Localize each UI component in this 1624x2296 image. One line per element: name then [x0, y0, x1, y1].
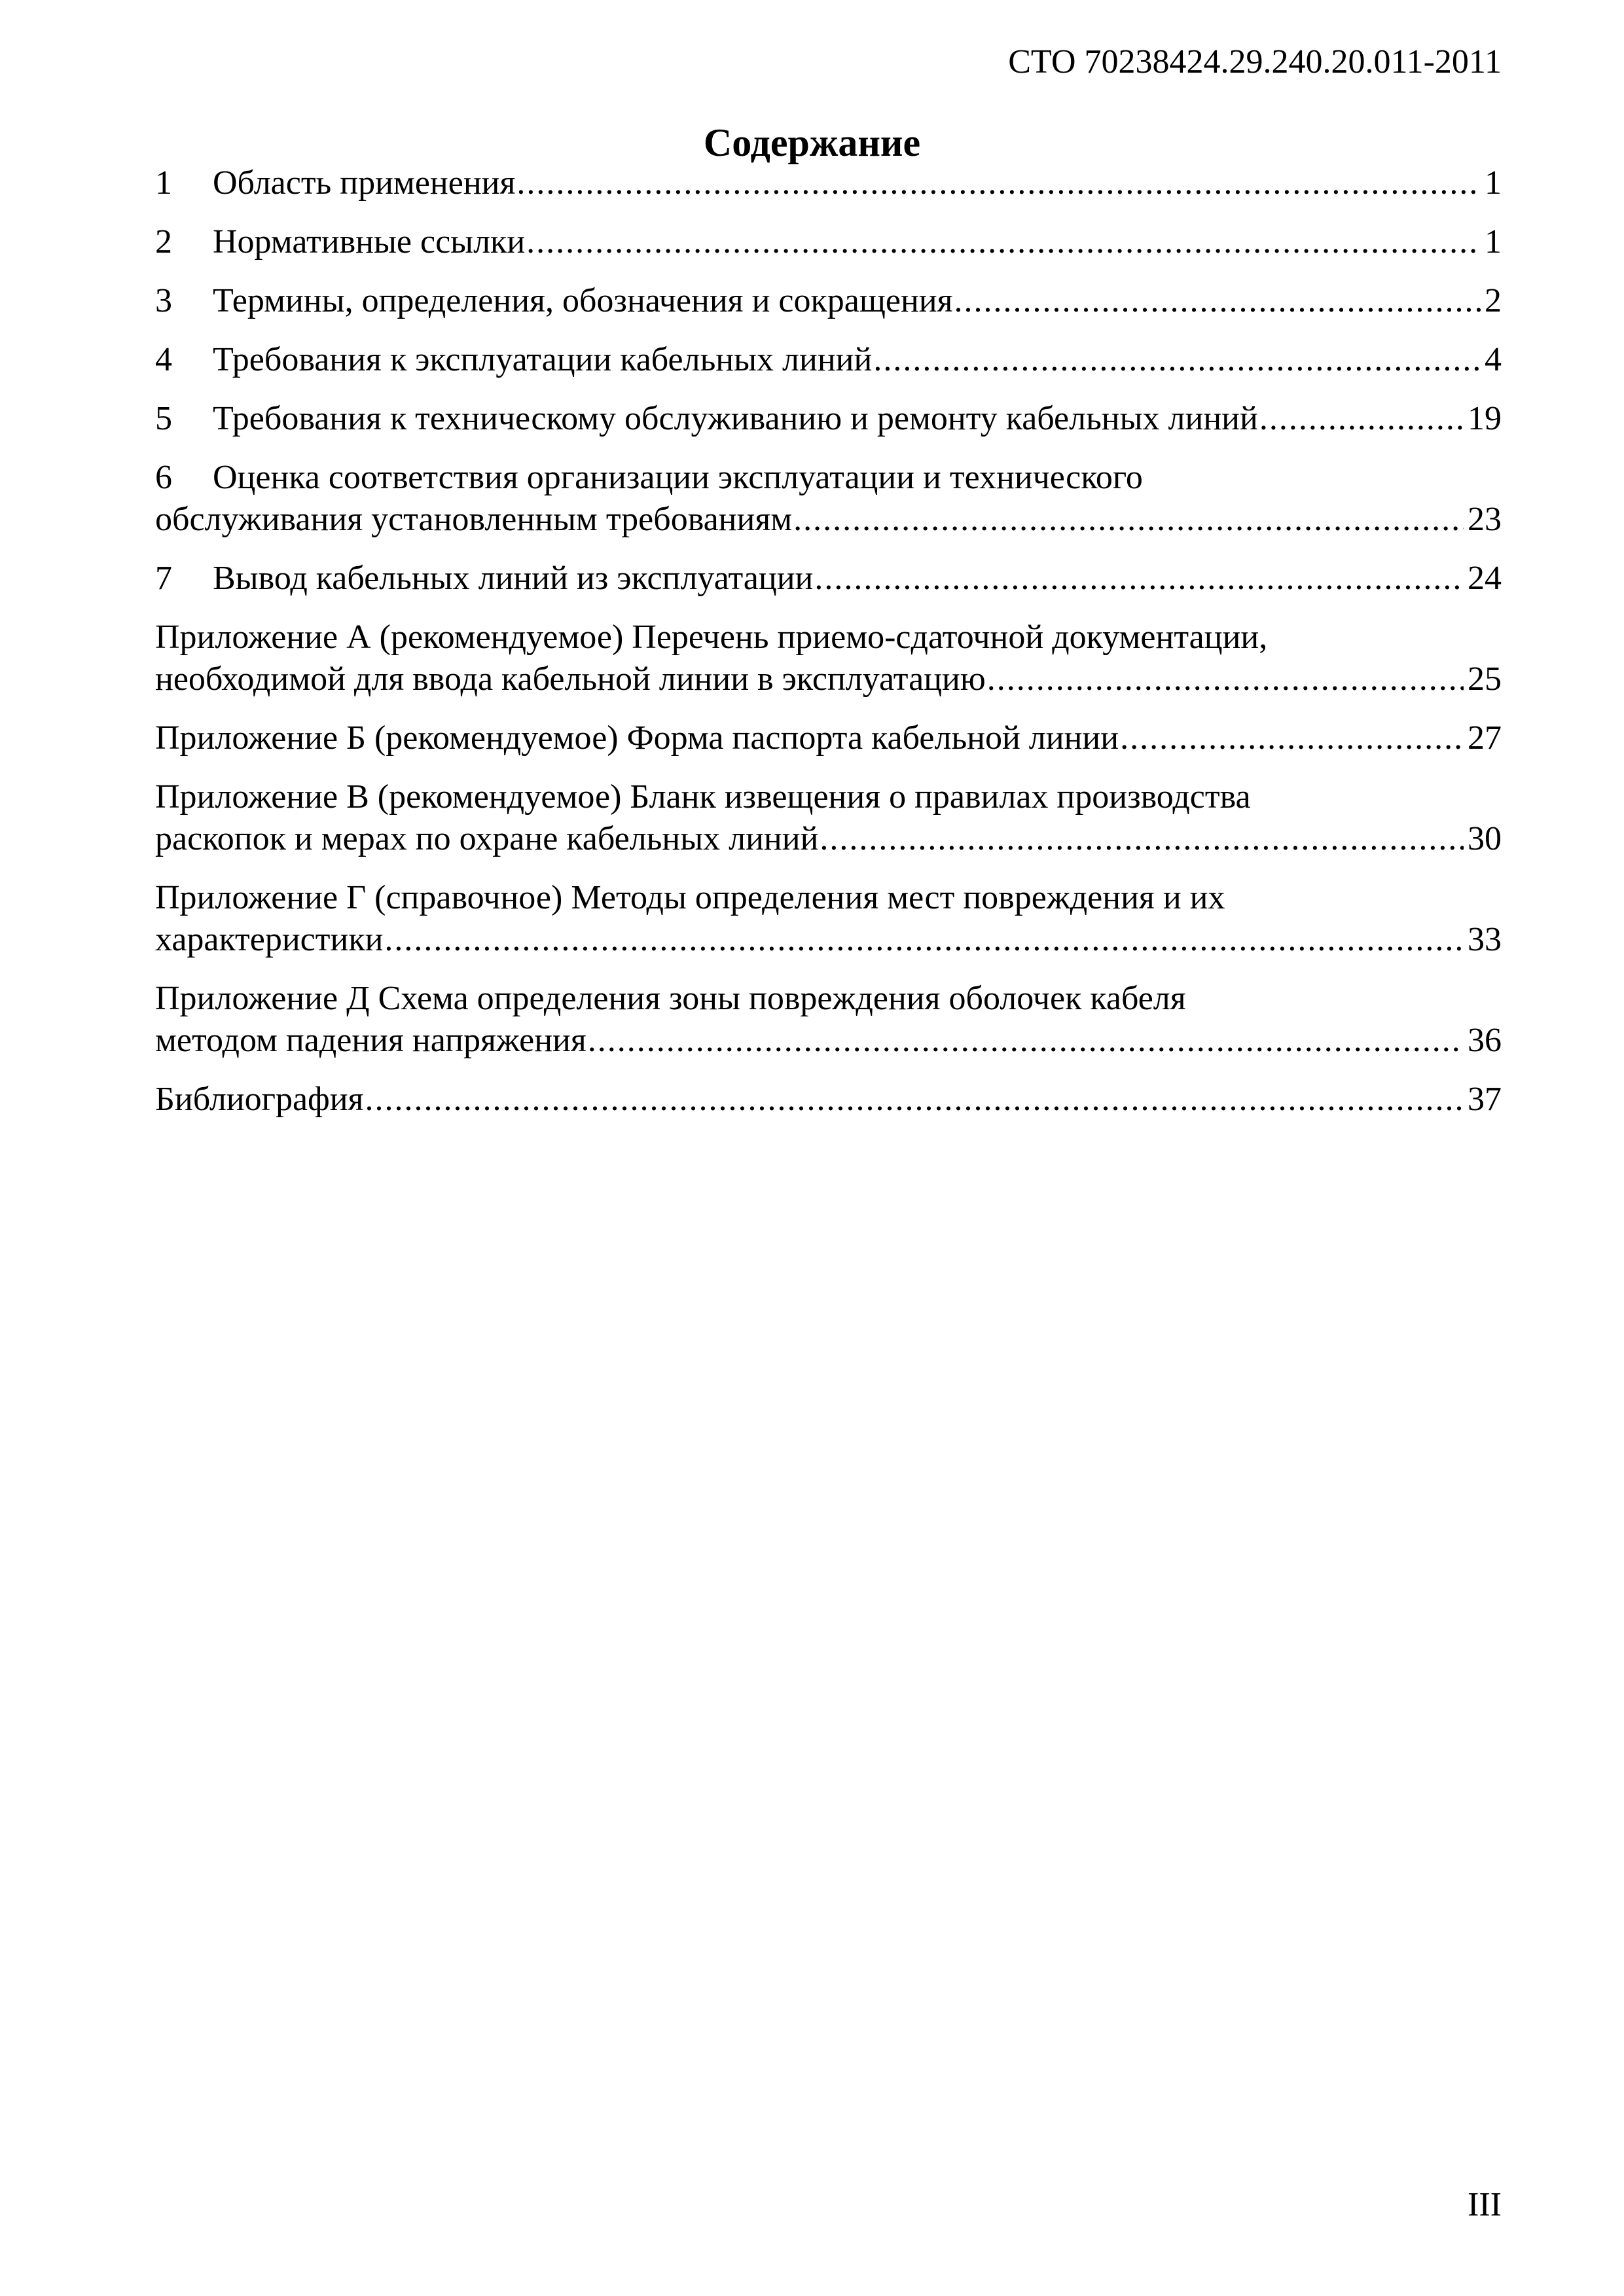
page-number: III: [1468, 2186, 1502, 2223]
dot-leader: [954, 280, 1481, 322]
document-code: СТО 70238424.29.240.20.011-2011: [1008, 43, 1502, 81]
toc-entry-title-continued: характеристики: [155, 921, 384, 958]
dot-leader: [820, 818, 1464, 860]
toc-entry-title: Нормативные ссылки: [213, 223, 526, 260]
dot-leader: [873, 339, 1481, 381]
toc-entry-page: 36: [1468, 1022, 1502, 1059]
toc-entry-page: 23: [1468, 501, 1502, 538]
toc-title: Содержание: [703, 121, 921, 164]
toc-entry-2[interactable]: [155, 221, 1502, 263]
toc-entry-number: 4: [155, 341, 172, 378]
toc-entry-title: Приложение Г (справочное) Методы определения мест повреждения и их: [155, 879, 1225, 916]
toc-entry-appendix-v[interactable]: [155, 776, 1502, 860]
toc-entry-bibliography[interactable]: [155, 1079, 1502, 1121]
toc-entry-title: Область применения: [213, 164, 516, 202]
toc-entry-number: 6: [155, 459, 172, 496]
toc-entry-page: 33: [1468, 921, 1502, 958]
dot-leader: [365, 1079, 1464, 1121]
toc-entry-page: 25: [1468, 660, 1502, 698]
toc-entry-page: 27: [1468, 719, 1502, 757]
toc-entry-title: Приложение А (рекомендуемое) Перечень приемо-сдаточной документации,: [155, 619, 1268, 656]
toc-entry-3[interactable]: [155, 280, 1502, 322]
toc-entry-7[interactable]: [155, 558, 1502, 600]
toc-entry-title: Оценка соответствия организации эксплуатации и технического: [213, 459, 1143, 496]
dot-leader: [987, 658, 1464, 700]
toc-entry-title: Приложение Д Схема определения зоны повреждения оболочек кабеля: [155, 980, 1186, 1017]
toc-entry-title-continued: методом падения напряжения: [155, 1022, 586, 1059]
toc-entry-page: 1: [1485, 223, 1502, 260]
toc-entry-6[interactable]: [155, 457, 1502, 541]
toc-entry-5[interactable]: [155, 398, 1502, 440]
toc-entry-title: Вывод кабельных линий из эксплуатации: [213, 560, 814, 597]
dot-leader: [814, 558, 1464, 600]
toc-entry-page: 37: [1468, 1081, 1502, 1118]
toc-entry-page: 24: [1468, 560, 1502, 597]
toc-entry-page: 1: [1485, 164, 1502, 202]
dot-leader: [526, 221, 1481, 263]
toc-entry-appendix-a[interactable]: [155, 617, 1502, 700]
dot-leader: [384, 919, 1464, 961]
dot-leader: [1259, 398, 1464, 440]
toc-entry-title: Приложение В (рекомендуемое) Бланк извещения о правилах производства: [155, 778, 1251, 816]
toc-entry-title-continued: обслуживания установленным требованиям: [155, 501, 793, 538]
toc-entry-number: 1: [155, 164, 172, 202]
toc-entry-number: 3: [155, 282, 172, 319]
toc-entry-title: Библиография: [155, 1081, 364, 1118]
toc-entry-appendix-g[interactable]: [155, 877, 1502, 961]
toc-entry-number: 2: [155, 223, 172, 260]
toc-entry-title-continued: необходимой для ввода кабельной линии в эксплуатацию: [155, 660, 986, 698]
dot-leader: [793, 499, 1464, 541]
dot-leader: [588, 1020, 1464, 1062]
toc-entry-page: 19: [1468, 400, 1502, 437]
toc-entry-number: 7: [155, 560, 172, 597]
table-of-contents: [155, 162, 1502, 1121]
toc-entry-page: 2: [1485, 282, 1502, 319]
toc-entry-title-continued: раскопок и мерах по охране кабельных линий: [155, 820, 819, 857]
toc-entry-title: Термины, определения, обозначения и сокращения: [213, 282, 953, 319]
toc-entry-number: 5: [155, 400, 172, 437]
dot-leader: [516, 162, 1481, 204]
toc-entry-appendix-b[interactable]: [155, 717, 1502, 759]
toc-entry-page: 4: [1485, 341, 1502, 378]
toc-entry-1[interactable]: [155, 162, 1502, 204]
dot-leader: [1120, 717, 1464, 759]
toc-entry-appendix-d[interactable]: [155, 978, 1502, 1062]
toc-entry-title: Требования к эксплуатации кабельных линий: [213, 341, 873, 378]
toc-entry-page: 30: [1468, 820, 1502, 857]
toc-entry-title: Приложение Б (рекомендуемое) Форма паспорта кабельной линии: [155, 719, 1119, 757]
toc-entry-title: Требования к техническому обслуживанию и ремонту кабельных линий: [213, 400, 1258, 437]
toc-entry-4[interactable]: [155, 339, 1502, 381]
